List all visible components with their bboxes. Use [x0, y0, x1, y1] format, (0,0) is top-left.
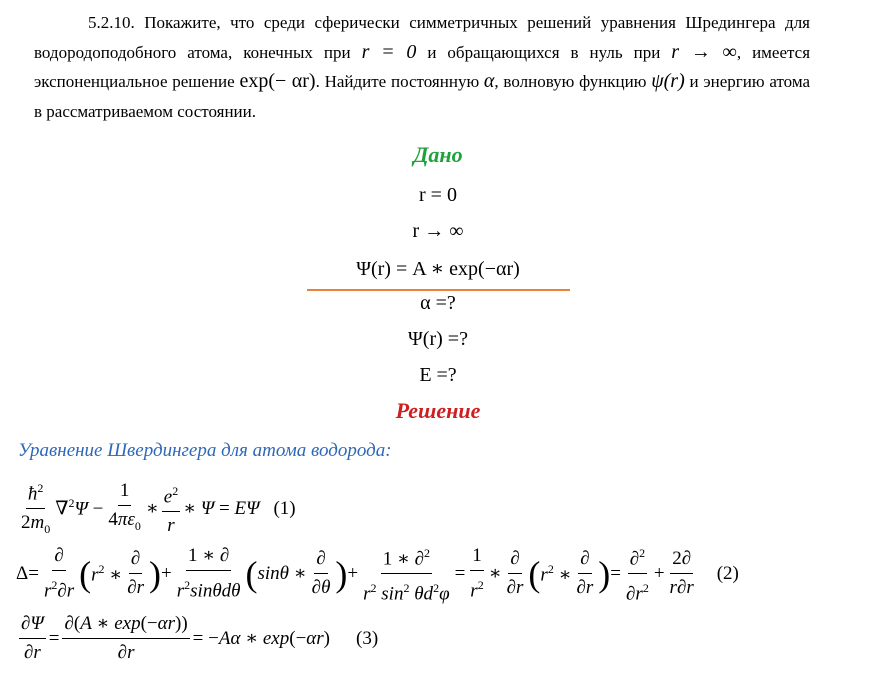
alpha-symbol: α [483, 70, 495, 92]
equation-1: $\frac{ħ^2}{2m_0}$ ∇$^2$Ψ − $\frac{1}{4\pi\varepsilon_0}$ ∗ $\frac{e^2}{r}$ ∗ Ψ = EΨ (1) [16, 476, 296, 541]
given-title: Дано [413, 142, 463, 167]
unknown-line: Ψ(r) =? [408, 328, 468, 350]
problem-text-1: Покажите, что среди сферически симметричных решений уравнения Шредингера для водородоподобного атома, конечных при [34, 13, 810, 62]
equation-2: Δ= $\frac{\partial}{r^2\partial r}$ ( $r^2$ ∗ $\frac{\partial}{\partial r}$ ) + $\frac{1 ∗ \partial}{r^2\sin\theta d\theta}$ ( sinθ ∗ $\frac{\partial}{\partial\theta}$ ) + $\frac{1 ∗ \partial^2}{r^2 \sin^2 \theta d^2\varphi}$ = $\frac{1}{r^2}$ ∗ $\frac{\partial}{\partial r}$ ( $r^2$ ∗ $\frac{\partial}{\partial r}$ ) = $\frac{\partial^2}{\partial r^2}$ + $\frac{2\partial}{r\partial r}$ (2) [16, 541, 739, 607]
condition-r-zero: r = 0 [361, 40, 417, 63]
equation-1-label: (1) [273, 497, 296, 519]
given-line: Ψ(r) = A ∗ exp(−αr) [356, 258, 520, 280]
equation-3: $\frac{\partial\Psi}{\partial r}$ = $\frac{\partial(A ∗ \exp(-\alpha r))}{\partial r}$ = −Aα ∗ exp(−αr) (3) [21, 613, 379, 663]
problem-number: 5.2.10. [88, 13, 135, 32]
given-line: r = 0 [419, 184, 457, 206]
problem-statement [34, 8, 810, 126]
problem-text-5: , волновую функцию [494, 72, 647, 91]
solution-title: Решение [395, 398, 481, 423]
problem-text-4: . Найдите постоянную [315, 72, 480, 91]
condition-r-infinity: r → ∞ [671, 40, 737, 63]
equation-2-label: (2) [716, 562, 739, 584]
equation-3-label: (3) [356, 627, 379, 649]
solution-intro: Уравнение Швердингера для атома водорода: [18, 440, 392, 461]
given-line: r → ∞ [412, 220, 464, 242]
problem-text-6: и энергию атома в рассматриваемом состоянии. [34, 72, 811, 121]
unknown-line: E =? [419, 364, 457, 386]
psi-function: ψ(r) [651, 70, 685, 92]
given-divider [307, 289, 570, 291]
problem-text-3: , имеется экспоненциальное решение [34, 42, 811, 91]
exponential-solution: exp(− αr) [239, 70, 316, 92]
problem-text-2: и обращающихся в нуль при [427, 42, 661, 62]
unknown-line: α =? [420, 292, 456, 314]
